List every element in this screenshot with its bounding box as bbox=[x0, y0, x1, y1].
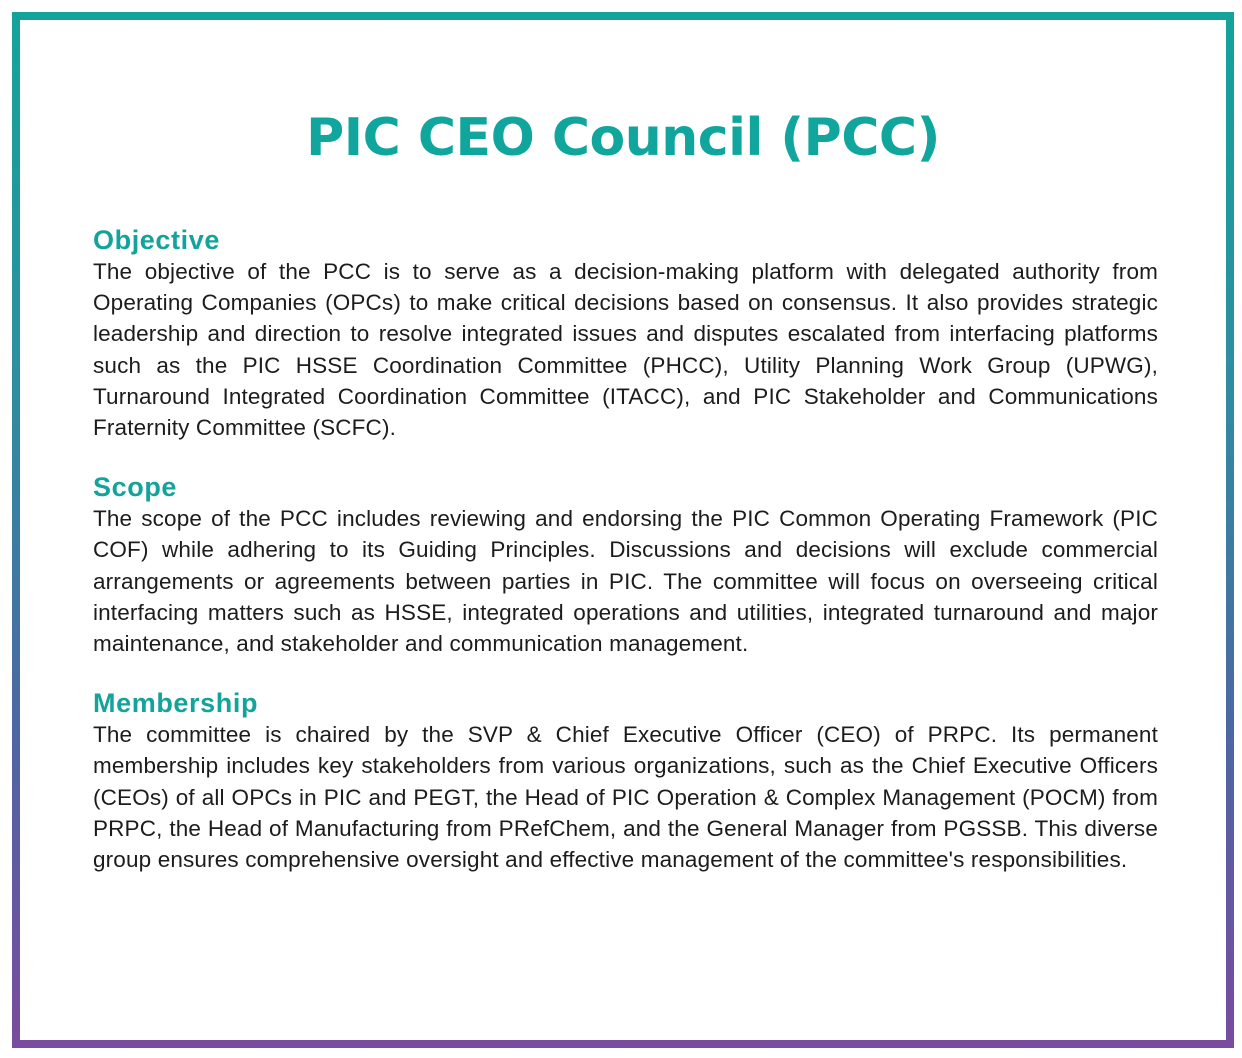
section-body-membership: The committee is chaired by the SVP & Chief Executive Officer (CEO) of PRPC. Its permanent membership includes key stakeholders from various organizations, such as the Chief Executive Officers (CEOs) of all OPCs in PIC and PEGT, the Head of PIC Operation & Complex Management (POCM) from PRPC, the Head of Manufacturing from PRefChem, and the General Manager from PGSSB. This diverse group ensures comprehensive oversight and effective management of the committee's responsibilities. bbox=[93, 722, 1158, 873]
section-scope bbox=[93, 471, 1158, 659]
section-body-scope: The scope of the PCC includes reviewing and endorsing the PIC Common Operating Framework (PIC COF) while adhering to its Guiding Principles. Discussions and decisions will exclude commercial arrangements or agreements between parties in PIC. The committee will focus on overseeing critical interfacing matters such as HSSE, integrated operations and utilities, integrated turnaround and major maintenance, and stakeholder and communication management. bbox=[93, 506, 1158, 657]
document-content bbox=[93, 224, 1158, 903]
section-body-objective: The objective of the PCC is to serve as a decision-making platform with delegated authority from Operating Companies (OPCs) to make critical decisions based on consensus. It also provides strategic leadership and direction to resolve integrated issues and disputes escalated from interfacing platforms such as the PIC HSSE Coordination Committee (PHCC), Utility Planning Work Group (UPWG), Turnaround Integrated Coordination Committee (ITACC), and PIC Stakeholder and Communications Fraternity Committee (SCFC). bbox=[93, 259, 1158, 441]
section-heading-membership: Membership bbox=[93, 688, 259, 719]
page-title: PIC CEO Council (PCC) bbox=[306, 108, 940, 168]
gradient-border-frame bbox=[12, 12, 1234, 1048]
document-panel bbox=[20, 20, 1226, 1040]
section-membership bbox=[93, 687, 1158, 875]
section-heading-scope: Scope bbox=[93, 472, 178, 503]
section-objective bbox=[93, 224, 1158, 443]
section-heading-objective: Objective bbox=[93, 225, 220, 255]
